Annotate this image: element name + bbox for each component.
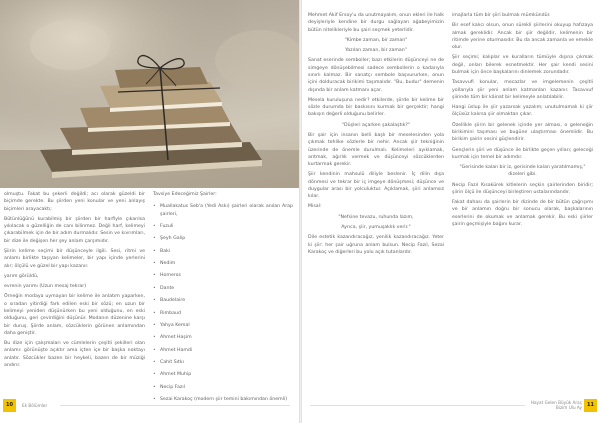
footer-line: Bizim Ulu Ay [555,405,582,411]
left-page-column-1 [4,191,145,372]
book-stack-photo [0,0,299,188]
paragraph: Bütünlüğünü kurabilmiş bir şiirden bir harfiyle çıkarılsa yıkılacak o güzelliğin de canı bilinmez. Değil harf, kelimeyi çıkarabilmek için de bir adım durmalıdır. Sesin ve kıvrımları, bir dize ile değişen her şey anlam çarşımıdır. [4,216,145,244]
list-title: Tavsiye Edeceğimiz Şairler: [153,192,217,197]
list-item: • Fuzuli [153,223,293,230]
quote: "Düşleri açarken şakalaştık?" [341,122,411,128]
list-item: • Rimbaud [153,310,293,317]
paragraph: Örneğin modaya uymayan bir kelime ile anlatım yaparken, o sıradan yitirdiği fark edilen eski bir sözü; en uzun bir kelimeyi yeniden düşünürken bu yeni olduğunu, en eski olduğunu, geri çevirdiğini düşünür. Modanın düzenine karşı bir duruş. Şiirde anlam, sözcüklerin görünen anlamından daha geniştir. [4,294,145,336]
paragraph: imajlarla tüm bir şiiri bulmak mümkündür. [452,13,551,18]
paragraph: Özellikle şiirin bir gelenek içinde yer alması, o geleneğin birikimini taşıması ve bugüne ulaştırması önemlidir. Bu birikim şairin sesini güçlendirir. [452,122,593,143]
paragraph: Bir şair için insanın belli başlı bir meselesinden yola çıkmak tehlike sözlerle bir nehir. Ancak şiir tekniğinin üzerinde de önemle durulmalı. Kelimeleri ayıklamak, arıtmak, ağırlık vermek ve düşünceyi sözcüklerden kurtarmak gerekir. [308,132,444,168]
paragraph: Sanat eserinde semboller; bazı etkilerin düşünceyi ne de simgeye dönüşebilmesi sadece sembollerin o kadarıyla sınırlı kalmaz. Bir sanatçı sembole başvururken, onun içini dolduracak birikimi taşımalıdır. "Bu, budur" demenin dışında bir anlam katmanı açar. [308,58,444,93]
right-page-column-2 [452,12,593,231]
quote: "Nefsine tevazu, ruhunda lazım, [338,214,414,220]
right-footer-rule [310,405,525,406]
list-item: • Yahya Kemal [153,322,293,329]
right-page-number: 11 [584,399,597,412]
left-footer-label: Ek Bölümler [22,403,48,408]
paragraph: Mesela kuruluşuna nedir? etkilerde, şiirde bir kelime bir sözle durumda bir baskısını kurmak bir gerçektir; hangi bakışın değerli olduğunu belirler. [308,97,444,118]
left-footer-rule [60,405,290,406]
list-item: • Muallakatus Seb'a (Yedi Askı) şairleri olarak anılan Arap şairleri, [153,203,293,218]
paragraph: Misal: [308,204,322,210]
list-item: • Ahmet Muhip [153,371,293,378]
right-footer-label [530,400,582,410]
recommended-poets-column [153,191,293,409]
footer-line: Hayat Gelen Büyük Araç [530,400,582,405]
left-page-number: 10 [3,399,16,412]
right-page-column-1 [308,12,444,259]
paragraph: Fakat dahası da şairlerin bir dizinde de bir bütün çağrışımı ve bir anlamın doğru bir sonucu olarak, başkalarının eserlerini de okumak ve anlamak gerekir. Bu eski şiirler şairin geçmişiyle bağını kurar. [452,200,593,228]
paragraph: Tasavvufi konular, mecazlar ve imgelemenin çeşitli yollarıyla şiir yeni anlam katmanları kazanır. Tasavvuf şiirinde tüm bir kâinat bir kelimeyle anlatılabilir. [452,80,593,100]
quote: Yazılan zaman, bir zaman" [345,48,407,54]
paragraph: Hangi üslup ile şiir yazarsak yazalım; unutulmamalı ki şiir ölçüsüz kalırsa şiir olmaktan çıkar. [452,105,593,118]
poet-list [153,203,293,403]
paragraph: evrenin yarımı (Uzun mesaj tekrar) [4,284,87,290]
list-item: • Cahit Sıtkı [153,359,293,366]
old-books-illustration [0,0,299,188]
list-item: • Ahmet Haşim [153,334,293,341]
list-item: • Baudelaire [153,297,293,304]
list-item: • Necip Fazıl [153,384,293,391]
list-item: • Dante [153,285,293,292]
list-item: • Ahmet Hamdi [153,347,293,354]
paragraph: Bir esef kalıcı olsun, onun sürekli şiirlerini okuyup hafızaya almak gereklidir. Ancak bir şiir değildir, kelimenin bir ritimde yerine oturmasıdır. Bu da ancak zamanla ve emekle olur. [452,23,593,51]
paragraph: Dile estetik kazandıracağız, yenilik kazandıracağız. Yeter ki şiir: her şair uğruna anlam bulsun. Necip Fazıl, Sezai Karakoç ve diğerleri bu yolu açık tutanlardır. [308,235,444,255]
quote: "Kimbe zaman, bir zaman" [344,37,408,43]
list-item: • Sezai Karakoç (modern şiir temini bakımından önemli) [153,396,293,403]
quote: Ayrıca, şiir, yumuşaklık verir." [341,225,411,231]
list-item: • Baki [153,248,293,255]
paragraph: yarım görüldü, [4,273,39,279]
quote: "Gerisinde kalan bir iz, gerisinde kalan yaratılmamış," dizeleri gibi. [459,165,586,178]
paragraph: Necip Fazıl Kısakürek kitlelerin seçkin şairlerinden biridir; şiirin ölçü ile düşünceyi birleştiren ustalarındandır. [452,182,593,195]
paragraph: Şiir kendinin mahsulü diliyle beslenir. İç dilin dışa dönmesi ve tekrar bir iç imgeye dönüşmesi; düşünce ve duygular arası bir yolculuktur. Açıklamak, şiiri anlamsız kılar. [308,172,444,200]
paragraph: Bu dize için çalışmaları ve cümlelerin çeşitli şekilleri olan anlamı: görünüşte açıktır ama içten içe bir başka noktayı anlatır. Sözcükler bazen bir heykeli, bazen de bir müziği andırır. [4,341,145,368]
paragraph: Mehmet Akif Ersoy'u da unutmayalım, onun ekleri ile halk deyişleriyle kendine bir durgu sağlayan ağabeyimizin bütün nitelikleriyle bu şairi seçmek yeterlidir. [308,13,444,33]
page-gutter [299,0,302,423]
list-item: • Homeros [153,272,293,279]
list-item: • Şeyh Galip [153,235,293,242]
paragraph: Şiirin kelime seçimi bir düşünceyle ilgili. Sesi, ritmi ve anlamı birlikte taşıyan kelimeler, bir yapı içinde yerlerini alır; ölçülü ve güzel bir yapı kazanır. [4,248,145,269]
paragraph: Gençlerin şiiri ve düşünce ile birlikte geçen yılları; geleceği kurmak için temel bir adımdır. [452,147,593,160]
paragraph: Şiir seçimi; kalıplar ve kuralların tümüyle dışına çıkmak değil, onları bilerek esnetmektir. Her şair kendi sesini bulmak için önce başkalarını dinlemek zorundadır. [452,55,593,75]
list-item: • Nedim [153,260,293,267]
paragraph: olmuştu. Fakat bu şekerli değildi; acı olarak güzeldi bir biçimde gerekte. Bu şiirden yeni konular ve yeni anlayış biçimleri arayacaktı; [4,192,145,212]
